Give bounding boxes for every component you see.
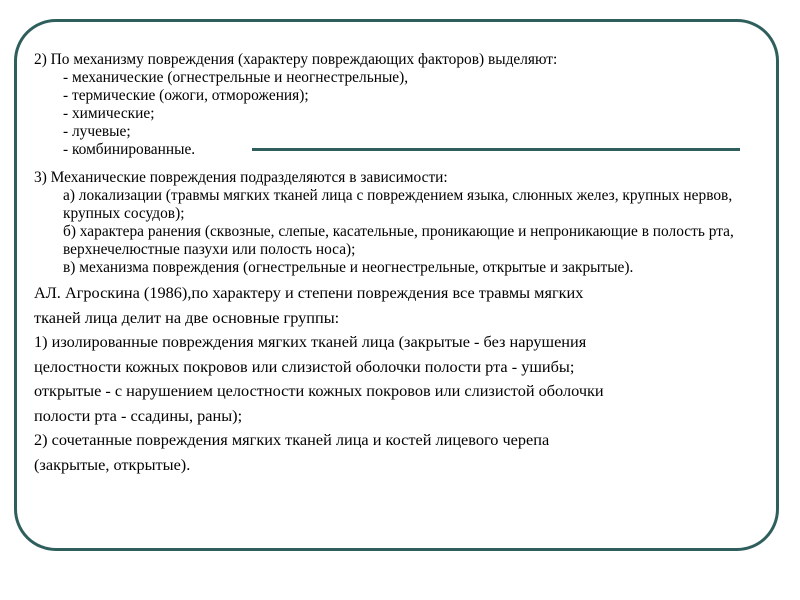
- mechanism-section: [34, 51, 754, 159]
- paragraph-line: АЛ. Агроскина (1986),по характеру и степени повреждения все травмы мягких: [34, 283, 584, 302]
- paragraph-line: (закрытые, открытые).: [34, 454, 191, 474]
- mechanism-item: - термические (ожоги, отморожения);: [63, 87, 309, 104]
- mechanism-item: - механические (огнестрельные и неогнестрельные),: [63, 69, 409, 86]
- mechanism-heading: 2) По механизму повреждения (характеру повреждающих факторов) выделяют:: [34, 51, 558, 68]
- mechanism-item: - лучевые;: [63, 123, 131, 140]
- mechanical-item: в) механизма повреждения (огнестрельные и неогнестрельные, открытые и закрытые).: [63, 259, 634, 276]
- paragraph-line: открытые - с нарушением целостности кожных покровов или слизистой оболочки: [34, 381, 604, 400]
- mechanism-item: - химические;: [63, 105, 155, 122]
- slide-text: [34, 51, 754, 477]
- mechanical-section: [34, 169, 754, 277]
- paragraph-line: 1) изолированные повреждения мягких тканей лица (закрытые - без нарушения: [34, 332, 587, 351]
- mechanical-heading: 3) Механические повреждения подразделяются в зависимости:: [34, 169, 448, 186]
- mechanism-item: - комбинированные.: [63, 141, 196, 158]
- mechanical-item: б) характера ранения (сквозные, слепые, касательные, проникающие и непроникающие в полость рта, верхнечелюстные пазухи или полость носа);: [63, 223, 734, 258]
- paragraph-line: тканей лица делит на две основные группы:: [34, 307, 340, 327]
- mechanical-item: а) локализации (травмы мягких тканей лица с повреждением языка, слюнных желез, крупных нервов, крупных сосудов);: [63, 187, 733, 222]
- classification-paragraph: [34, 281, 754, 477]
- paragraph-line: целостности кожных покровов или слизистой оболочки полости рта - ушибы;: [34, 356, 575, 376]
- paragraph-line: полости рта - ссадины, раны);: [34, 405, 243, 425]
- paragraph-line: 2) сочетанные повреждения мягких тканей лица и костей лицевого черепа: [34, 430, 550, 449]
